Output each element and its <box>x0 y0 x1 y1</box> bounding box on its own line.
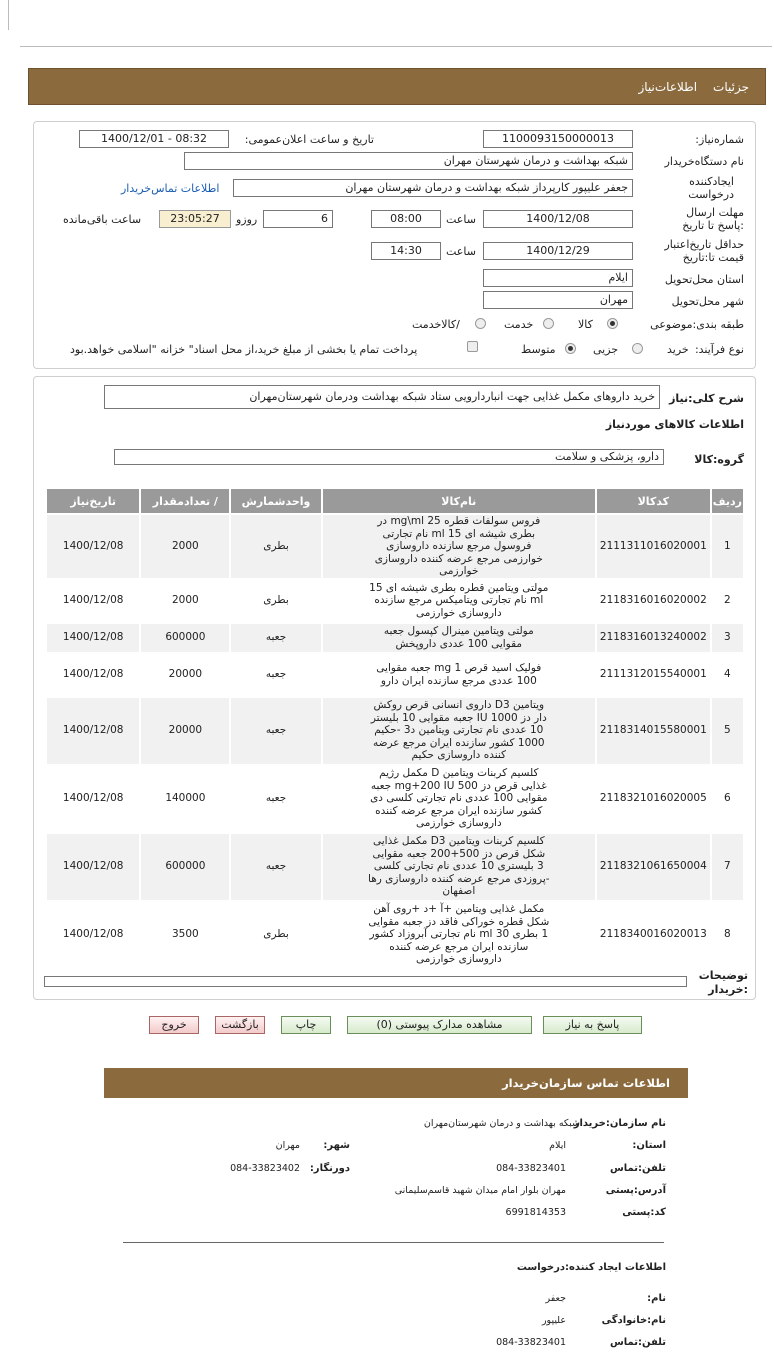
days-field: 6 <box>263 210 333 228</box>
reply-deadline-label: مهلت ارسال :پاسخ تا تاریخ <box>682 206 744 232</box>
contact-org-label: نام سازمان:خریدار <box>573 1118 666 1129</box>
tab-need-info[interactable]: اطلاعات‌نیاز <box>638 79 698 94</box>
cell-row: 6 <box>711 765 744 833</box>
creator-section-title: اطلاعات ایجاد کننده:درخواست <box>516 1262 666 1273</box>
cell-date: 1400/12/08 <box>46 623 140 653</box>
process-partial-label: جزیی <box>593 343 619 356</box>
cell-unit: جعبه <box>230 653 321 697</box>
province-label: استان محل‌تحویل <box>664 273 744 286</box>
category-goods-label: کالا <box>578 318 593 331</box>
group-label: گروه:کالا <box>694 453 744 466</box>
announce-label: تاریخ و ساعت اعلان‌عمومی: <box>244 133 374 146</box>
announce-field: 1400/12/01 - 08:32 <box>79 130 229 148</box>
buyer-contact-link[interactable]: اطلاعات تماس‌خریدار <box>121 182 220 195</box>
cell-row: 1 <box>711 514 744 579</box>
page-edge-line <box>8 0 9 30</box>
process-medium-label: متوسط <box>521 343 556 356</box>
table-row <box>46 833 744 901</box>
days-label: روزو <box>236 213 258 226</box>
need-number-label: شماره‌نیاز: <box>695 133 744 146</box>
city-label: شهر محل‌تحویل <box>671 295 744 308</box>
exit-button[interactable]: خروج <box>149 1016 199 1034</box>
cell-date: 1400/12/08 <box>46 697 140 765</box>
validity-time-label: ساعت <box>446 245 476 258</box>
contact-postal-label: کد:پستی <box>622 1207 666 1218</box>
cell-qty: 20000 <box>140 697 230 765</box>
cell-code: 2111312015540001 <box>596 653 711 697</box>
cell-qty: 140000 <box>140 765 230 833</box>
contact-section-title <box>104 1068 688 1098</box>
creator-label: ایجادکننده درخواست <box>688 175 734 201</box>
cell-qty: 3500 <box>140 901 230 969</box>
process-label: نوع فرآیند: <box>694 343 744 356</box>
goods-info-title: اطلاعات کالاهای موردنیاز <box>605 418 744 431</box>
col-date: تاریخ‌نیاز <box>46 488 140 514</box>
cell-name: مولتی ویتامین قطره بطری شیشه ای 15 ml نام تجارتی ویتامیکس مرجع سازنده داروسازی خوارزمی <box>322 579 596 623</box>
cell-name: فروس سولفات قطره 25 mg\ml در بطری شیشه ای 15 ml نام تجارتی فروسول مرجع سازنده داروسازی خوارزمی مرجع عرضه کننده داروسازی خوارزمی <box>322 514 596 579</box>
cell-date: 1400/12/08 <box>46 901 140 969</box>
contact-title-text: اطلاعات تماس سازمان‌خریدار <box>502 1076 670 1090</box>
cell-qty: 600000 <box>140 623 230 653</box>
creator-family-value: علیپور <box>541 1315 566 1326</box>
cell-name: فولیک اسید قرص 1 mg جعبه مقوایی 100 عددی مرجع سازنده ایران دارو <box>322 653 596 697</box>
cell-code: 2118321061650004 <box>596 833 711 901</box>
cell-name: مکمل غذایی ویتامین +آ +د +روی آهن شکل قطره خوراکی فاقد دز جعبه مقوایی 1 بطری 30 ml نام تجارتی آبروزاد کشور سازنده ایران مرجع عرضه کننده داروسازی خوارزمی <box>322 901 596 969</box>
contact-province-label: استان: <box>632 1140 666 1151</box>
validity-time-field: 14:30 <box>371 242 441 260</box>
col-row: ردیف <box>711 488 744 514</box>
cell-date: 1400/12/08 <box>46 514 140 579</box>
category-both-radio[interactable] <box>475 318 486 329</box>
contact-city-label: شهر: <box>323 1140 350 1151</box>
col-name: نام‌کالا <box>322 488 596 514</box>
contact-city-value: مهران <box>275 1140 300 1151</box>
cell-unit: بطری <box>230 579 321 623</box>
price-validity-label: حداقل تاریخ‌اعتبار قیمت تا:تاریخ <box>664 238 744 264</box>
cell-qty: 20000 <box>140 653 230 697</box>
cell-date: 1400/12/08 <box>46 765 140 833</box>
back-button[interactable]: بازگشت <box>215 1016 265 1034</box>
cell-row: 7 <box>711 833 744 901</box>
cell-qty: 2000 <box>140 579 230 623</box>
creator-phone-label: تلفن:تماس <box>609 1337 666 1348</box>
table-row <box>46 653 744 697</box>
cell-unit: بطری <box>230 901 321 969</box>
buyer-org-label: نام دستگاه‌خریدار <box>664 155 744 168</box>
reply-date-field: 1400/12/08 <box>483 210 633 228</box>
remaining-label: ساعت باقی‌مانده <box>63 213 142 226</box>
cell-row: 4 <box>711 653 744 697</box>
buyer-notes-field <box>44 976 687 987</box>
cell-row: 2 <box>711 579 744 623</box>
payment-checkbox[interactable] <box>467 341 478 352</box>
cell-unit: جعبه <box>230 697 321 765</box>
attachments-button[interactable]: مشاهده مدارک پیوستی (0) <box>347 1016 532 1034</box>
contact-org-value: شبکه بهداشت و درمان شهرستان‌مهران <box>423 1118 580 1129</box>
table-row <box>46 765 744 833</box>
remaining-time-field: 23:05:27 <box>159 210 231 228</box>
contact-phone-value: 084-33823401 <box>496 1163 566 1174</box>
contact-divider <box>123 1242 664 1243</box>
desc-label: شرح کلی:نیاز <box>669 392 744 405</box>
cell-code: 2118314015580001 <box>596 697 711 765</box>
group-field: دارو، پزشکی و سلامت <box>114 449 664 465</box>
category-label: طبقه بندی:موضوعی <box>650 318 744 331</box>
table-row <box>46 901 744 969</box>
process-buy-label: خرید <box>667 343 689 356</box>
table-header-row <box>46 488 744 514</box>
cell-unit: جعبه <box>230 623 321 653</box>
cell-code: 2118316016020002 <box>596 579 711 623</box>
cell-row: 8 <box>711 901 744 969</box>
col-unit: واحدشمارش <box>230 488 321 514</box>
reply-button[interactable]: پاسخ به نیاز <box>543 1016 642 1034</box>
cell-date: 1400/12/08 <box>46 653 140 697</box>
buyer-org-field: شبکه بهداشت و درمان شهرستان مهران <box>184 152 633 170</box>
page-divider <box>20 46 772 47</box>
cell-row: 3 <box>711 623 744 653</box>
page-header <box>28 68 766 105</box>
cell-code: 2118321016020005 <box>596 765 711 833</box>
print-button[interactable]: چاپ <box>281 1016 331 1034</box>
buyer-notes-label: توضیحات :خریدار <box>698 969 748 996</box>
reply-time-label: ساعت <box>446 213 476 226</box>
contact-address-value: مهران بلوار امام میدان شهید قاسم‌سلیمانی <box>394 1185 566 1196</box>
goods-table <box>45 487 745 970</box>
cell-unit: جعبه <box>230 765 321 833</box>
table-row <box>46 623 744 653</box>
creator-family-label: نام:خانوادگی <box>601 1315 666 1326</box>
cell-qty: 600000 <box>140 833 230 901</box>
cell-unit: بطری <box>230 514 321 579</box>
need-number-field: 1100093150000013 <box>483 130 633 148</box>
contact-fax-label: دورنگار: <box>309 1163 350 1174</box>
city-field: مهران <box>483 291 633 309</box>
cell-name: ویتامین D3 داروی انسانی قرص روکش دار دز 1000 IU جعبه مقوایی 10 بلیستر 10 عددی نام تجارتی ویتامین د3 -حکیم 1000 کشور سازنده ایران مرجع عرضه کننده داروسازی حکیم <box>322 697 596 765</box>
tab-details[interactable]: جزئیات <box>713 79 749 94</box>
cell-code: 2111311016020001 <box>596 514 711 579</box>
payment-note: پرداخت تمام یا بخشی از مبلغ خرید،از محل اسناد" خزانه "اسلامی خواهد.بود <box>70 343 418 356</box>
cell-name: کلسیم کربنات ویتامین D3 مکمل غذایی شکل قرص دز 500+200 جعبه مقوایی 3 بلیستری 10 عددی نام تجارتی کلسی -پروزدی مرجع عرضه کننده داروسازی رها اصفهان <box>322 833 596 901</box>
creator-field: جعفر علیپور کارپرداز شبکه بهداشت و درمان شهرستان مهران <box>233 179 633 197</box>
contact-province-value: ایلام <box>549 1140 566 1151</box>
cell-row: 5 <box>711 697 744 765</box>
cell-name: کلسیم کربنات ویتامین D مکمل رژیم غذایی قرص دز 500 mg+200 IU جعبه مقوایی 100 عددی نام تجارتی کلسی دی کشور سازنده ایران مرجع عرضه کننده داروسازی خوارزمی <box>322 765 596 833</box>
cell-unit: جعبه <box>230 833 321 901</box>
cell-date: 1400/12/08 <box>46 833 140 901</box>
creator-phone-value: 084-33823401 <box>496 1337 566 1348</box>
category-goods-radio[interactable] <box>607 318 618 329</box>
contact-phone-label: تلفن:تماس <box>609 1163 666 1174</box>
table-row <box>46 514 744 579</box>
cell-date: 1400/12/08 <box>46 579 140 623</box>
contact-postal-value: 6991814353 <box>505 1207 566 1218</box>
creator-name-value: جعفر <box>545 1293 566 1304</box>
table-row <box>46 579 744 623</box>
table-row <box>46 697 744 765</box>
creator-name-label: نام: <box>647 1293 666 1304</box>
cell-qty: 2000 <box>140 514 230 579</box>
cell-code: 2118340016020013 <box>596 901 711 969</box>
process-partial-radio[interactable] <box>632 343 643 354</box>
desc-field: خرید داروهای مکمل غذایی جهت انباردارویی ستاد شبکه بهداشت ودرمان شهرستان‌مهران <box>104 385 660 409</box>
contact-address-label: آدرس:پستی <box>605 1185 666 1196</box>
col-qty: / تعدادمقدار <box>140 488 230 514</box>
process-medium-radio[interactable] <box>565 343 576 354</box>
contact-fax-value: 084-33823402 <box>230 1163 300 1174</box>
cell-name: مولتی ویتامین مینرال کپسول جعبه مقوایی 100 عددی داروپخش <box>322 623 596 653</box>
category-both-label: /کالاخدمت <box>412 318 460 331</box>
category-service-radio[interactable] <box>543 318 554 329</box>
col-code: کدکالا <box>596 488 711 514</box>
validity-date-field: 1400/12/29 <box>483 242 633 260</box>
category-service-label: خدمت <box>504 318 534 331</box>
cell-code: 2118316013240002 <box>596 623 711 653</box>
reply-time-field: 08:00 <box>371 210 441 228</box>
province-field: ایلام <box>483 269 633 287</box>
